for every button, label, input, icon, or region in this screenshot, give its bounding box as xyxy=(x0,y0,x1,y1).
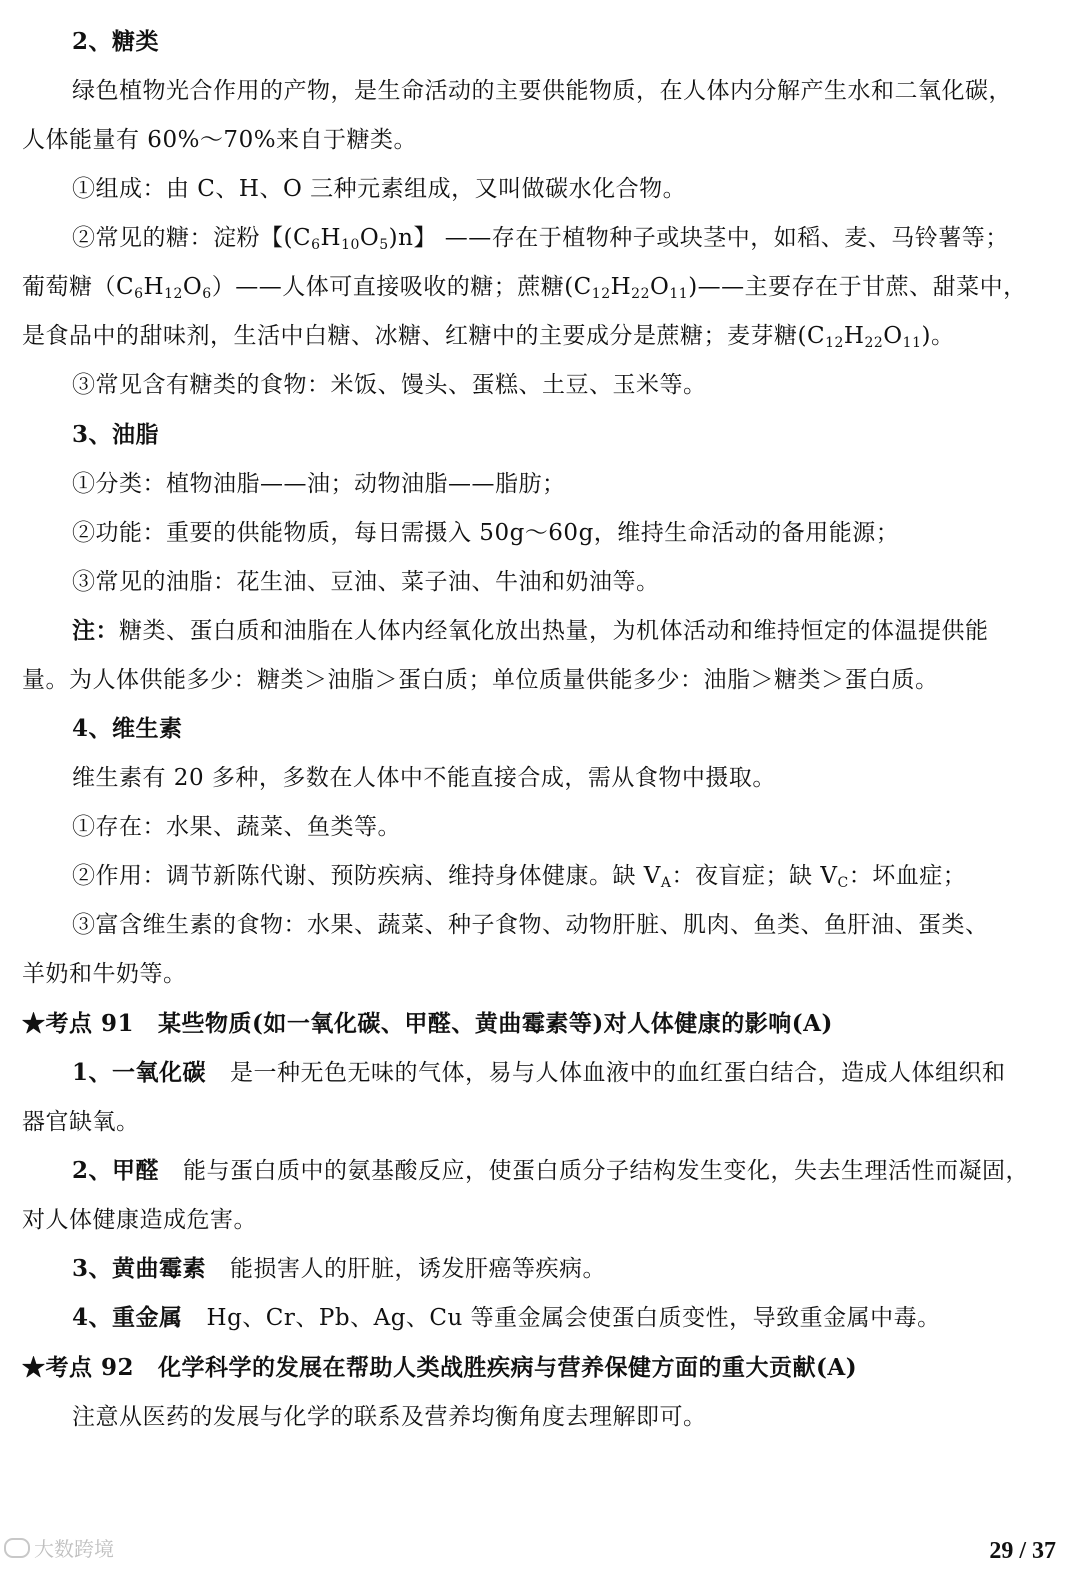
fat-function: ②功能：重要的供能物质，每日需摄入 50g～60g，维持生命活动的备用能源； xyxy=(72,520,900,546)
formaldehyde-line1: 2、甲醛 能与蛋白质中的氨基酸反应，使蛋白质分子结构发生变化，失去生理活性而凝固， xyxy=(72,1157,1030,1184)
exam-point-92-label: ★考点 92 xyxy=(22,1354,135,1381)
vitamin-sources: ①存在：水果、蔬菜、鱼类等。 xyxy=(72,814,401,840)
sugar-intro-line2: 人体能量有 60%～70%来自于糖类。 xyxy=(22,127,418,153)
exam-point-91-title: 某些物质(如一氧化碳、甲醛、黄曲霉素等)对人体健康的影响(A) xyxy=(158,1010,833,1037)
exam-point-92 xyxy=(22,1353,1058,1383)
sugar-common-line1: ②常见的糖：淀粉【$(C_6H_{10}O_5)n$】 ——存在于植物种子或块茎中，如稻、麦、马铃薯等； xyxy=(72,225,1009,253)
sugar-common-line2: 葡萄糖$(C_6H_{12}O_6)——$人体可直接吸收的糖；蔗糖$(C_{12}H_{22}O_{11})——$主要存在于甘蔗、甜菜中， xyxy=(22,274,1027,302)
heading-vitamins: 4、维生素 xyxy=(72,715,183,742)
aflatoxin-heading: 3、黄曲霉素 xyxy=(72,1255,207,1282)
heading-sugars: 2、糖类 xyxy=(72,28,160,55)
vitamin-intro: 维生素有 20 多种，多数在人体中不能直接合成，需从食物中摄取。 xyxy=(72,765,776,791)
vitamin-foods-line2: 羊奶和牛奶等。 xyxy=(22,961,187,987)
heading-fats: 3、油脂 xyxy=(72,421,160,448)
co-line1: 1、一氧化碳 是一种无色无味的气体，易与人体血液中的血红蛋白结合，造成人体组织和 xyxy=(72,1059,1006,1086)
sugar-foods: ③常见含有糖类的食物：米饭、馒头、蛋糕、土豆、玉米等。 xyxy=(72,372,707,398)
exam-point-91 xyxy=(22,1009,1058,1039)
fat-common: ③常见的油脂：花生油、豆油、菜子油、牛油和奶油等。 xyxy=(72,569,660,595)
sugar-common-line3: 是食品中的甜味剂，生活中白糖、冰糖、红糖中的主要成分是蔗糖；麦芽糖$(C_{12}H_{22}O_{11})$。 xyxy=(22,323,955,351)
sugar-composition: ①组成：由 C、H、O 三种元素组成，又叫做碳水化合物。 xyxy=(72,176,687,202)
note-line2: 量。为人体供能多少：糖类＞油脂＞蛋白质；单位质量供能多少：油脂＞糖类＞蛋白质。 xyxy=(22,667,939,693)
exam-point-92-title: 化学科学的发展在帮助人类战胜疾病与营养保健方面的重大贡献(A) xyxy=(158,1354,858,1381)
sugar-intro-line1: 绿色植物光合作用的产物，是生命活动的主要供能物质，在人体内分解产生水和二氧化碳， xyxy=(72,78,1012,104)
exam-point-92-note: 注意从医药的发展与化学的联系及营养均衡角度去理解即可。 xyxy=(72,1404,707,1430)
note-line1: 注：糖类、蛋白质和油脂在人体内经氧化放出热量，为机体活动和维持恒定的体温提供能 xyxy=(72,617,989,644)
note-label: 注： xyxy=(72,617,119,644)
vitamin-function: ②作用：调节新陈代谢、预防疾病、维持身体健康。缺 $V_A$：夜盲症；缺 $V_C$：坏血症； xyxy=(72,863,967,891)
aflatoxin-line: 3、黄曲霉素 能损害人的肝脏，诱发肝癌等疾病。 xyxy=(72,1255,607,1282)
exam-point-91-label: ★考点 91 xyxy=(22,1010,135,1037)
co-heading: 1、一氧化碳 xyxy=(72,1059,207,1086)
watermark-logo-icon xyxy=(4,1538,30,1558)
heavy-metal-heading: 4、重金属 xyxy=(72,1304,183,1331)
formaldehyde-heading: 2、甲醛 xyxy=(72,1157,160,1184)
formaldehyde-line2: 对人体健康造成危害。 xyxy=(22,1207,257,1233)
page-number: 29 / 37 xyxy=(989,1538,1056,1564)
heavy-metal-line: 4、重金属 Hg、Cr、Pb、Ag、Cu 等重金属会使蛋白质变性，导致重金属中毒。 xyxy=(72,1304,941,1331)
fat-classification: ①分类：植物油脂——油；动物油脂——脂肪； xyxy=(72,471,566,497)
vitamin-foods-line1: ③富含维生素的食物：水果、蔬菜、种子食物、动物肝脏、肌肉、鱼类、鱼肝油、蛋类、 xyxy=(72,912,989,938)
watermark: 大数跨境 xyxy=(4,1536,114,1562)
co-line2: 器官缺氧。 xyxy=(22,1109,140,1135)
